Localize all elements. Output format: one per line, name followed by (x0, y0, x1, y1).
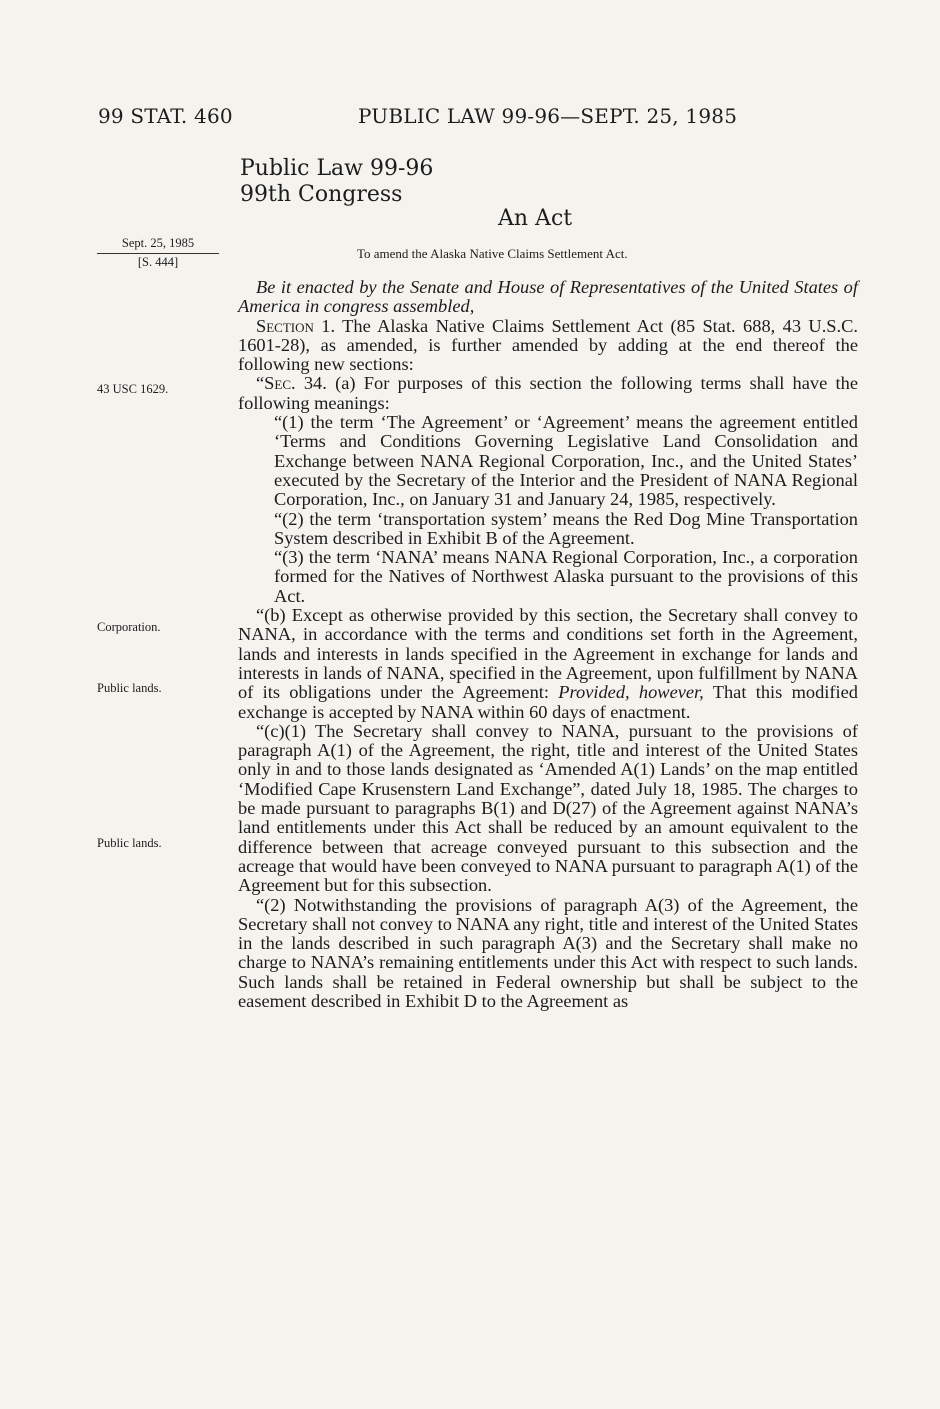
paragraph-b-text: “(b) Except as otherwise provided by this section, the Secretary shall convey to NANA, in accordance with the terms and conditions set forth in the Agreement, lands and interests in lands specified in the Agreement in exchange for lands and interests in lands of NANA, specified in the Agreement, upon fulfillment by NANA of its obligations under the Agreement: (238, 605, 858, 703)
paragraph-b-proviso: Provided, however, (558, 682, 704, 703)
enacting-clause: Be it enacted by the Senate and House of Representatives of the United States of America in congress assembled, (238, 277, 858, 317)
paragraph-c-1: “(c)(1) The Secretary shall convey to NANA, pursuant to the provisions of paragraph A(1) of the Agreement, the right, title and interest of the United States only in and to those lands designated as ‘Amended A(1) Lands’ on the map entitled ‘Modified Cape Krusenstern Land Exchange”, dated July 18, 1985. The charges to be made pursuant to paragraphs B(1) and D(27) of the Agreement against NANA’s land entitlements under this Act shall be reduced by an amount equivalent to the difference between that acreage conveyed pursuant to this subsection and the acreage that would have been conveyed to NANA pursuant to paragraph A(1) of the Agreement but for this subsection. (238, 720, 858, 896)
section-34-label: Sec. (264, 373, 296, 394)
act-purpose: To amend the Alaska Native Claims Settlement Act. (357, 246, 628, 261)
paragraph-b-end: That this modified exchange is accepted by NANA within 60 days of enactment. (238, 682, 858, 722)
definition-3: “(3) the term ‘NANA’ means NANA Regional Corporation, Inc., a corporation formed for the Natives of Northwest Alaska pursuant to the provisions of this Act. (274, 547, 858, 606)
margin-bill-number: [S. 444] (137, 255, 179, 269)
section-34-text: 34. (a) For purposes of this section the following terms shall have the following meanings: (238, 373, 858, 413)
public-law-number: Public Law 99-96 (240, 156, 434, 181)
margin-public-lands-note-2: Public lands. (97, 836, 162, 850)
margin-date: Sept. 25, 1985 (97, 236, 219, 254)
section-label: Section (256, 315, 314, 336)
margin-usc-citation: 43 USC 1629. (97, 382, 169, 396)
definition-2: “(2) the term ‘transportation system’ means the Red Dog Mine Transportation System described in Exhibit B of the Agreement. (274, 508, 858, 548)
margin-public-lands-note: Public lands. (97, 681, 162, 695)
congress-number: 99th Congress (240, 182, 403, 207)
page-number: 99 STAT. 460 (98, 104, 233, 128)
running-title: PUBLIC LAW 99-96—SEPT. 25, 1985 (358, 104, 738, 128)
section-34-open-quote: “ (256, 373, 265, 394)
section-1 (238, 317, 858, 375)
margin-date-note (97, 236, 225, 270)
act-heading: An Act (498, 206, 573, 231)
margin-corporation-note: Corporation. (97, 620, 161, 634)
paragraph-c-2: “(2) Notwithstanding the provisions of paragraph A(3) of the Agreement, the Secretary shall not convey to NANA any right, title and interest of the United States in the lands described in such paragraph A(3) and the Secretary shall make no charge to NANA’s remaining entitlements under this Act with respect to such lands. Such lands shall be retained in Federal ownership but shall be subject to the easement described in Exhibit D to the Agreement as (238, 894, 858, 1011)
section-1-text: 1. The Alaska Native Claims Settlement Act (85 Stat. 688, 43 U.S.C. 1601-28), as amended, is further amended by adding at the end thereof the following new sections: (238, 315, 858, 375)
definition-1: “(1) the term ‘The Agreement’ or ‘Agreement’ means the agreement entitled ‘Terms and Conditions Governing Legislative Land Consolidation and Exchange between NANA Regional Corporation, Inc., and the United States’ executed by the Secretary of the Interior and the President of NANA Regional Corporation, Inc., on January 31 and January 24, 1985, respectively. (274, 412, 858, 510)
paragraph-b (238, 606, 858, 722)
statute-body (238, 278, 858, 1011)
section-34-a (238, 374, 858, 413)
